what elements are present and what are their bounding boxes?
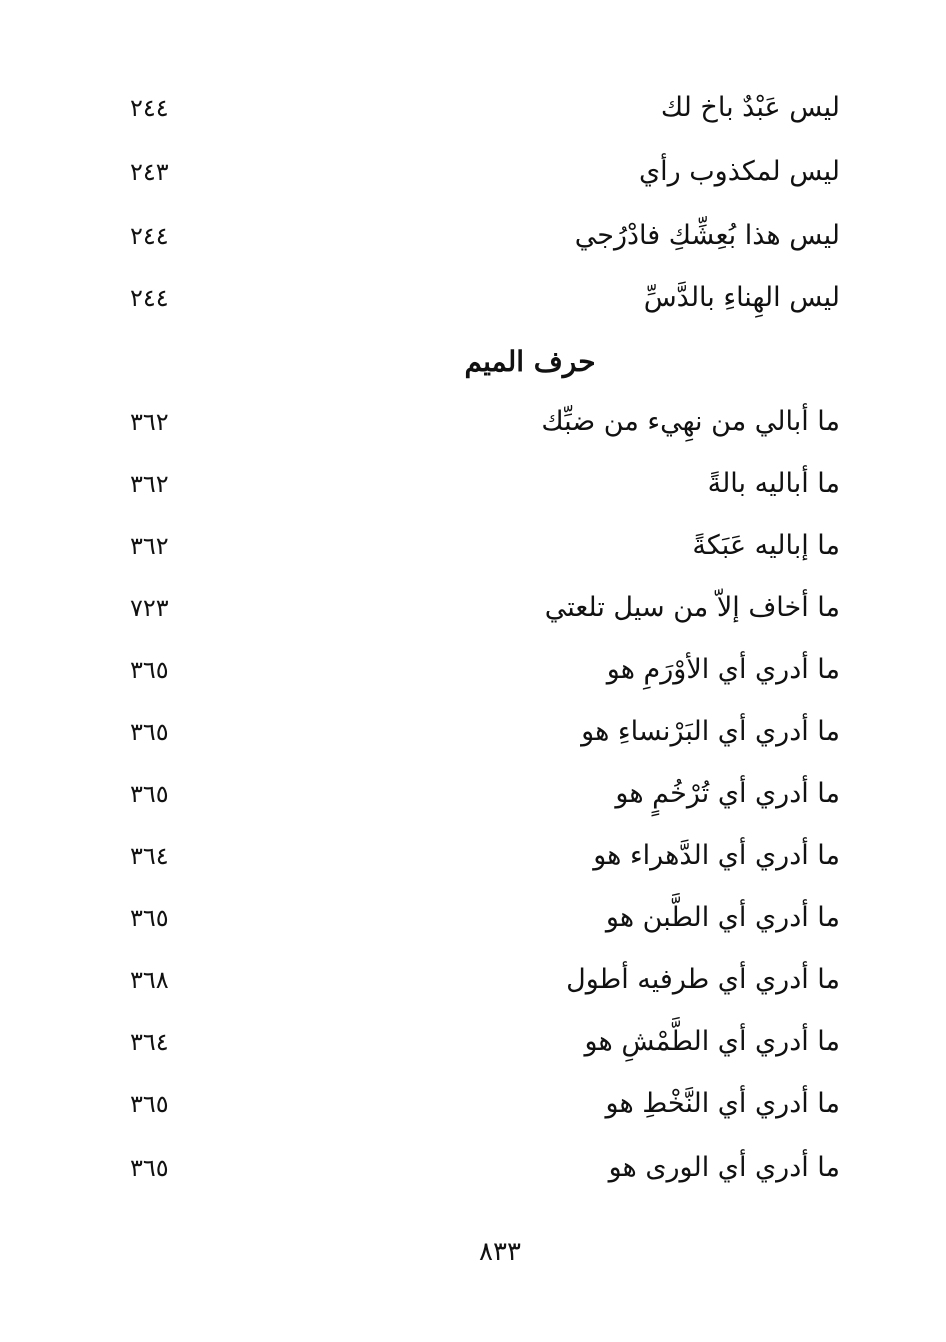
entry-page-ref: ٣٦٢ [130,532,169,560]
entry-phrase: ما أدري أي النَّخْطِ هو [605,1088,840,1119]
index-entry [120,958,840,1002]
index-entry [120,400,840,444]
entry-phrase: ما أدري أي تُرْخُمٍ هو [615,778,840,809]
entry-page-ref: ٣٦٥ [130,656,169,684]
entry-phrase: ما أباليه بالةً [707,468,840,499]
entry-page-ref: ٣٦٥ [130,718,169,746]
entry-page-ref: ٣٦٨ [130,966,169,994]
entry-page-ref: ٢٤٤ [130,222,169,250]
index-entry [120,86,840,130]
index-entry [120,462,840,506]
index-entry [120,1146,840,1190]
entry-phrase: ما أدري أي الطَّمْشِ هو [584,1026,840,1057]
entry-phrase: ما أبالي من نهِيء من ضبِّك [541,406,840,437]
entry-page-ref: ٢٤٤ [130,94,169,122]
index-entry [120,834,840,878]
entry-page-ref: ٣٦٥ [130,1090,169,1118]
index-entry [120,648,840,692]
entry-phrase: ليس هذا بُعِشِّكِ فادْرُجي [574,220,840,251]
index-entry [120,1020,840,1064]
entry-phrase: ما أدري أي الدَّهراء هو [593,840,840,871]
entry-page-ref: ٣٦٥ [130,780,169,808]
entry-phrase: ما أدري أي الطَّبن هو [605,902,840,933]
index-entry [120,524,840,568]
entry-phrase: ما أدري أي الورى هو [608,1152,840,1183]
entry-phrase: ليس عَبْدٌ باخ لك [660,92,840,123]
index-entry [120,586,840,630]
index-entry [120,150,840,194]
index-entry [120,710,840,754]
index-entry [120,276,840,320]
entry-phrase: ليس لمكذوب رأي [638,156,840,187]
entry-phrase: ما أدري أي الأوْرَمِ هو [606,654,840,685]
entry-page-ref: ٣٦٥ [130,1154,169,1182]
entry-phrase: ما أدري أي طرفيه أطول [566,964,840,995]
entry-phrase: ما أخاف إلاّ من سيل تلعتي [544,592,840,623]
section-heading: حرف الميم [464,345,596,378]
entry-page-ref: ٣٦٥ [130,904,169,932]
entry-page-ref: ٣٦٤ [130,842,169,870]
entry-page-ref: ٢٤٣ [130,158,169,186]
entry-page-ref: ٣٦٢ [130,408,169,436]
entry-page-ref: ٣٦٢ [130,470,169,498]
index-entry [120,1082,840,1126]
entry-phrase: ما إباليه عَبَكةً [692,530,840,561]
entry-page-ref: ٣٦٤ [130,1028,169,1056]
entry-phrase: ما أدري أي البَرْنساءِ هو [581,716,840,747]
index-entry [120,772,840,816]
entry-page-ref: ٧٢٣ [130,594,169,622]
index-entry [120,214,840,258]
entry-phrase: ليس الهِناءِ بالدَّسِّ [643,282,840,313]
index-entry [120,896,840,940]
page-number: ٨٣٣ [479,1237,521,1267]
entry-page-ref: ٢٤٤ [130,284,169,312]
